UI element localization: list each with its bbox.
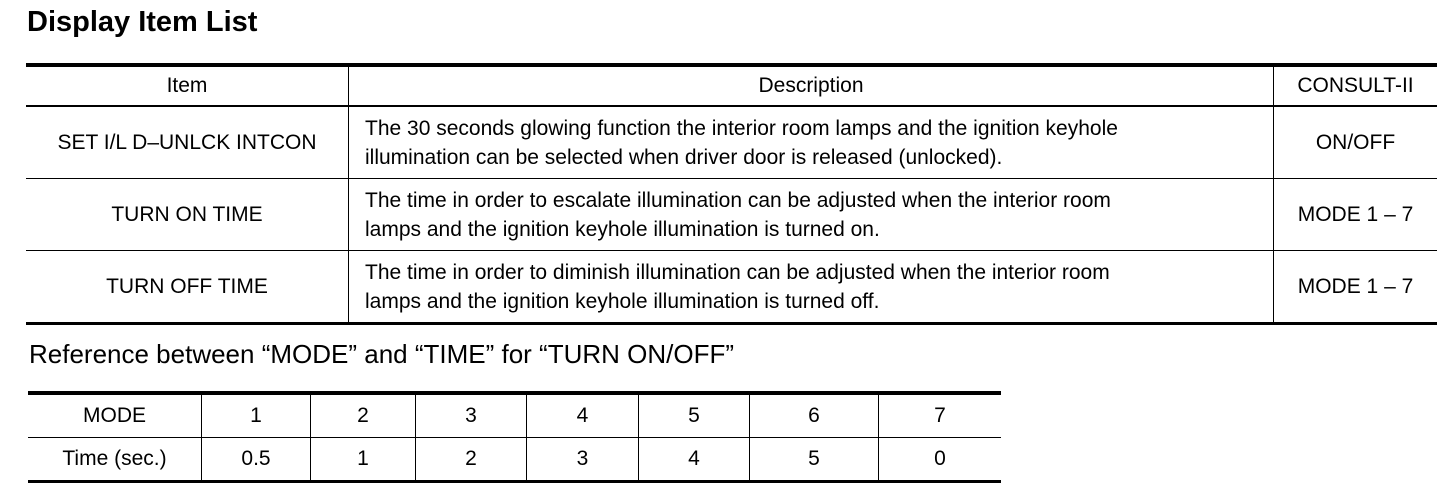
mode-cell: 3: [416, 393, 527, 438]
table-row: [26, 179, 1437, 251]
description-line: illumination can be selected when driver door is released (unlocked).: [365, 145, 1003, 169]
mode-cell: 5: [639, 393, 750, 438]
description-line: lamps and the ignition keyhole illumination is turned on.: [365, 217, 880, 241]
time-row: [28, 438, 1001, 482]
mode-row: [28, 393, 1001, 438]
page-title: Display Item List: [27, 6, 258, 38]
mode-label: MODE: [28, 393, 202, 438]
item-cell: SET I/L D–UNLCK INTCON: [26, 106, 349, 179]
consult-cell: ON/OFF: [1274, 106, 1438, 179]
mode-cell: 4: [527, 393, 639, 438]
description-line: lamps and the ignition keyhole illumination is turned off.: [365, 289, 880, 313]
mode-cell: 2: [311, 393, 416, 438]
table-row: [26, 106, 1437, 179]
mode-cell: 7: [879, 393, 1002, 438]
time-cell: 3: [527, 438, 639, 482]
description-cell: [349, 251, 1274, 324]
mode-cell: 1: [202, 393, 311, 438]
header-item: Item: [26, 65, 349, 106]
time-cell: 5: [750, 438, 879, 482]
mode-time-table: [28, 391, 1001, 483]
time-cell: 0.5: [202, 438, 311, 482]
header-consult: CONSULT-II: [1274, 65, 1438, 106]
header-description: Description: [349, 65, 1274, 106]
time-cell: 0: [934, 447, 946, 470]
time-cell: 1: [311, 438, 416, 482]
time-label: Time (sec.): [28, 438, 202, 482]
consult-cell: MODE 1 – 7: [1297, 274, 1414, 298]
consult-cell: MODE 1 – 7: [1274, 179, 1438, 251]
table-header-row: [26, 65, 1437, 106]
display-item-table: [26, 63, 1437, 325]
section-subtitle: Reference between “MODE” and “TIME” for “TURN ON/OFF”: [29, 339, 735, 369]
time-cell: 2: [416, 438, 527, 482]
item-cell: TURN ON TIME: [26, 179, 349, 251]
description-cell: [349, 179, 1274, 251]
description-line: The 30 seconds glowing function the interior room lamps and the ignition keyhole: [365, 116, 1118, 140]
table-row: [26, 251, 1437, 324]
description-cell: [349, 106, 1274, 179]
description-line: The time in order to escalate illumination can be adjusted when the interior room: [365, 188, 1111, 212]
item-cell: TURN OFF TIME: [26, 251, 349, 324]
time-cell: 4: [639, 438, 750, 482]
mode-cell: 6: [750, 393, 879, 438]
description-line: The time in order to diminish illumination can be adjusted when the interior room: [365, 260, 1110, 284]
